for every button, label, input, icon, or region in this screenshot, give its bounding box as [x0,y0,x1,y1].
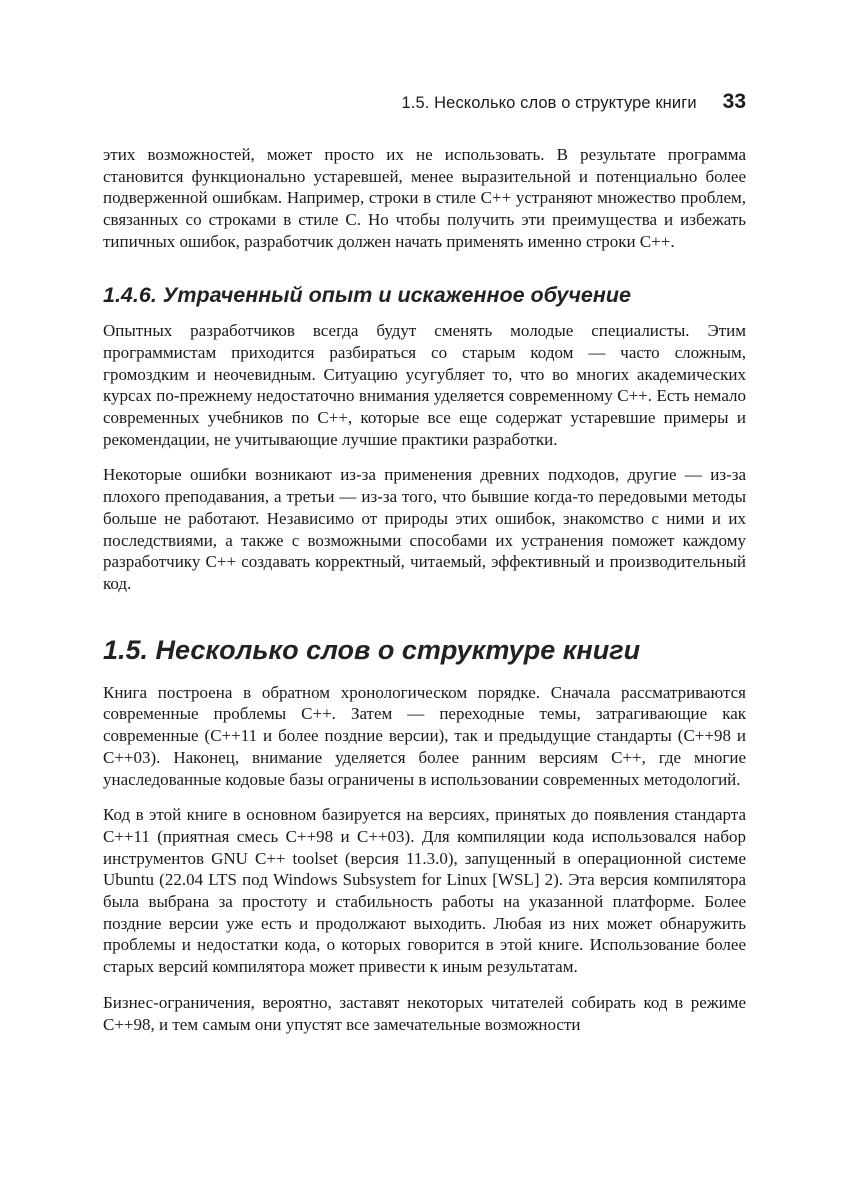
page-header [103,90,746,114]
section-heading-1-5: 1.5. Несколько слов о структуре книги [103,634,641,665]
paragraph: Код в этой книге в основном базируется на версиях, принятых до появления стандарта C++11 (приятная смесь C++98 и C++03). Для компиляции кода использовался набор инструментов GNU C++ toolset (версия 11.3.0), запущенный в операционной системе Ubuntu (22.04 LTS под Windows Subsystem for Linux [WSL] 2). Эта версия компилятора была выбрана за простоту и стабильность работы на указанной платформе. Более поздние версии уже есть и продолжают выходить. Любая из них может обнаружить проблемы и недостатки кода, о которых говорится в этой книге. Использование более старых версий компилятора может привести к иным результатам. [103,805,746,977]
paragraph: Книга построена в обратном хронологическом порядке. Сначала рассматриваются современные проблемы C++. Затем — переходные темы, затрагивающие как современные (C++11 и более поздние версии), так и предыдущие стандарты (C++98 и C++03). Наконец, внимание уделяется более ранним версиям C++, где многие унаследованные кодовые базы ограничены в использовании современных методологий. [103,682,746,789]
running-title: 1.5. Несколько слов о структуре книги [401,94,697,112]
page-number: 33 [722,90,746,113]
paragraph: Некоторые ошибки возникают из-за применения древних подходов, другие — из-за плохого преподавания, а третьи — из-за того, что бывшие когда-то передовыми методы больше не работают. Независимо от природы этих ошибок, знакомство с ними и их последствиями, а также с возможными способами их устранения поможет каждому разработчику C++ создавать корректный, читаемый, эффективный и производительный код. [103,465,746,593]
paragraph: Бизнес-ограничения, вероятно, заставят некоторых читателей собирать код в режиме C++98, и тем самым они упустят все замечательные возможности [103,992,746,1034]
section-heading-1-4-6: 1.4.6. Утраченный опыт и искаженное обучение [103,282,631,307]
paragraph: Опытных разработчиков всегда будут сменять молодые специалисты. Этим программистам приходится разбираться со старым кодом — часто сложным, громоздким и неочевидным. Ситуацию усугубляет то, что во многих академических курсах по-прежнему недостаточно внимания уделяется современному C++. Есть немало современных учебников по C++, которые все еще содержат устаревшие примеры и рекомендации, не учитывающие лучшие практики разработки. [103,321,746,449]
paragraph-continuation: этих возможностей, может просто их не использовать. В результате программа становится функционально устаревшей, менее выразительной и потенциально более подверженной ошибкам. Например, строки в стиле C++ устраняют множество проблем, связанных со строками в стиле C. Но чтобы получить эти преимущества и избежать типичных ошибок, разработчик должен начать применять именно строки C++. [103,145,746,251]
page-body [103,144,746,1035]
